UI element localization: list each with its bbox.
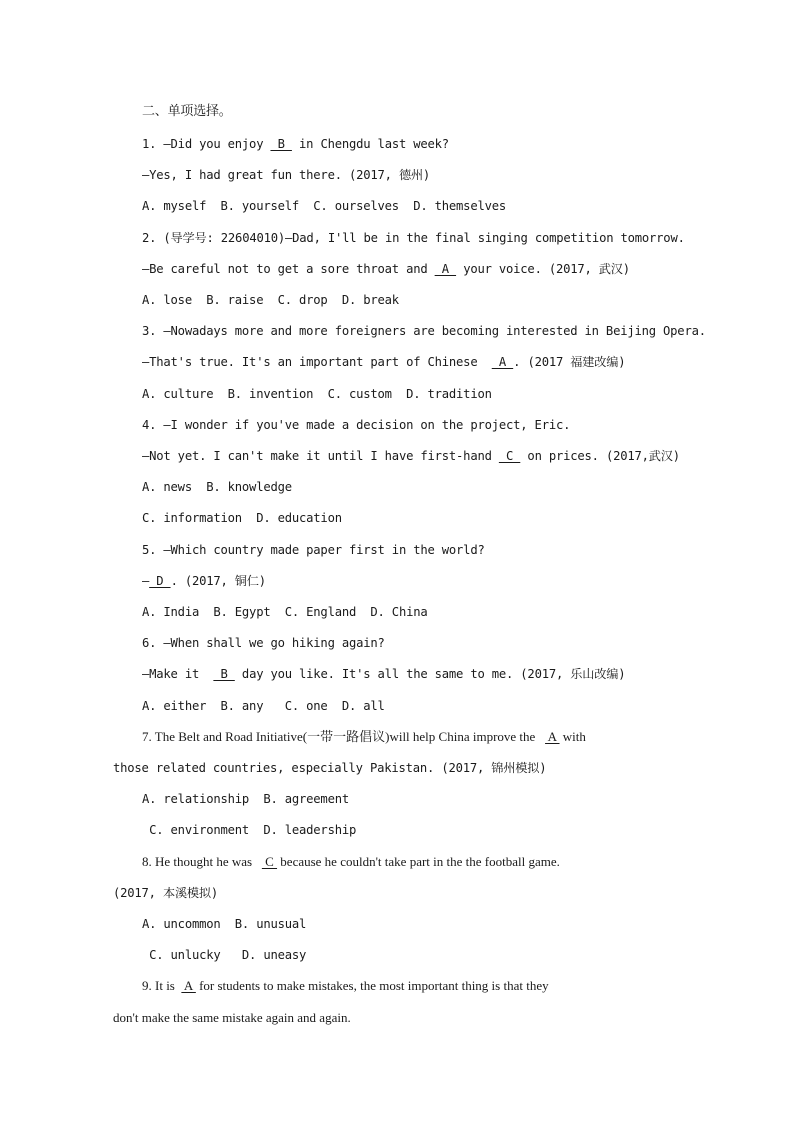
question-1-text-before: 1. —Did you enjoy xyxy=(142,137,271,151)
question-5-options: A. India B. Egypt C. England D. China xyxy=(142,605,428,619)
question-4-answer: C xyxy=(498,449,521,463)
question-7-continuation: those related countries, especially Pakistan. (2017, 锦州模拟) xyxy=(113,761,547,775)
question-6-text-before: —Make it xyxy=(142,667,214,681)
question-3-options: A. culture B. invention C. custom D. tradition xyxy=(142,387,492,401)
question-1-reply: —Yes, I had great fun there. (2017, 德州) xyxy=(142,168,431,182)
question-2-options: A. lose B. raise C. drop D. break xyxy=(142,293,399,307)
question-9-continuation: don't make the same mistake again and again. xyxy=(113,1010,351,1025)
question-8-continuation: (2017, 本溪模拟) xyxy=(113,886,219,900)
question-2-reply xyxy=(142,261,630,277)
question-8-answer: C xyxy=(261,854,278,869)
question-1-options: A. myself B. yourself C. ourselves D. themselves xyxy=(142,199,507,213)
question-7-answer: A xyxy=(545,729,560,744)
question-7-stem xyxy=(142,729,586,745)
question-3-text-before: —That's true. It's an important part of Chinese xyxy=(142,355,492,369)
question-6-options: A. either B. any C. one D. all xyxy=(142,699,385,713)
question-8-text-after: because he couldn't take part in the the football game. xyxy=(277,854,560,869)
question-8-text-before: 8. He thought he was xyxy=(142,854,262,869)
question-4-text-after: on prices. (2017,武汉) xyxy=(520,449,680,463)
question-9-answer: A xyxy=(181,978,196,993)
question-6-text-after: day you like. It's all the same to me. (2017, 乐山改编) xyxy=(234,667,626,681)
question-8-options-line-2: C. unlucky D. uneasy xyxy=(142,948,307,962)
question-6-reply xyxy=(142,666,625,682)
question-1-text-after: in Chengdu last week? xyxy=(291,137,449,151)
question-4-stem: 4. —I wonder if you've made a decision on the project, Eric. xyxy=(142,418,571,432)
question-4-reply xyxy=(142,448,680,464)
question-2-stem: 2. (导学号: 22604010)—Dad, I'll be in the final singing competition tomorrow. xyxy=(142,231,685,245)
question-5-text-after: . (2017, 铜仁) xyxy=(170,574,266,588)
question-7-text-before: 7. The Belt and Road Initiative(一带一路倡议)will help China improve the xyxy=(142,729,546,744)
question-9-text-after: for students to make mistakes, the most important thing is that they xyxy=(195,978,549,993)
question-9-stem xyxy=(142,978,549,994)
question-2-answer: A xyxy=(434,262,457,276)
section-title: 二、单项选择。 xyxy=(142,104,232,119)
question-7-options-line-1: A. relationship B. agreement xyxy=(142,792,349,806)
question-7-text-after: with xyxy=(559,729,586,744)
question-4-text-before: —Not yet. I can't make it until I have first-hand xyxy=(142,449,499,463)
question-3-text-after: . (2017 福建改编) xyxy=(513,355,626,369)
question-2-text-after: your voice. (2017, 武汉) xyxy=(456,262,630,276)
question-5-reply xyxy=(142,573,266,589)
question-5-text-before: — xyxy=(142,574,150,588)
question-3-reply xyxy=(142,354,625,370)
question-4-options-line-1: A. news B. knowledge xyxy=(142,480,292,494)
question-8-stem xyxy=(142,854,560,870)
question-6-answer: B xyxy=(213,667,235,681)
question-1-answer: B xyxy=(270,137,292,151)
question-4-options-line-2: C. information D. education xyxy=(142,511,342,525)
question-3-stem: 3. —Nowadays more and more foreigners are becoming interested in Beijing Opera. xyxy=(142,324,706,338)
question-7-options-line-2: C. environment D. leadership xyxy=(142,823,357,837)
question-3-answer: A xyxy=(491,355,514,369)
question-5-stem: 5. —Which country made paper first in the world? xyxy=(142,543,485,557)
question-6-stem: 6. —When shall we go hiking again? xyxy=(142,636,385,650)
question-8-options-line-1: A. uncommon B. unusual xyxy=(142,917,307,931)
question-5-answer: D xyxy=(149,574,171,588)
question-2-text-before: —Be careful not to get a sore throat and xyxy=(142,262,435,276)
question-9-text-before: 9. It is xyxy=(142,978,182,993)
question-1-stem xyxy=(142,136,449,152)
